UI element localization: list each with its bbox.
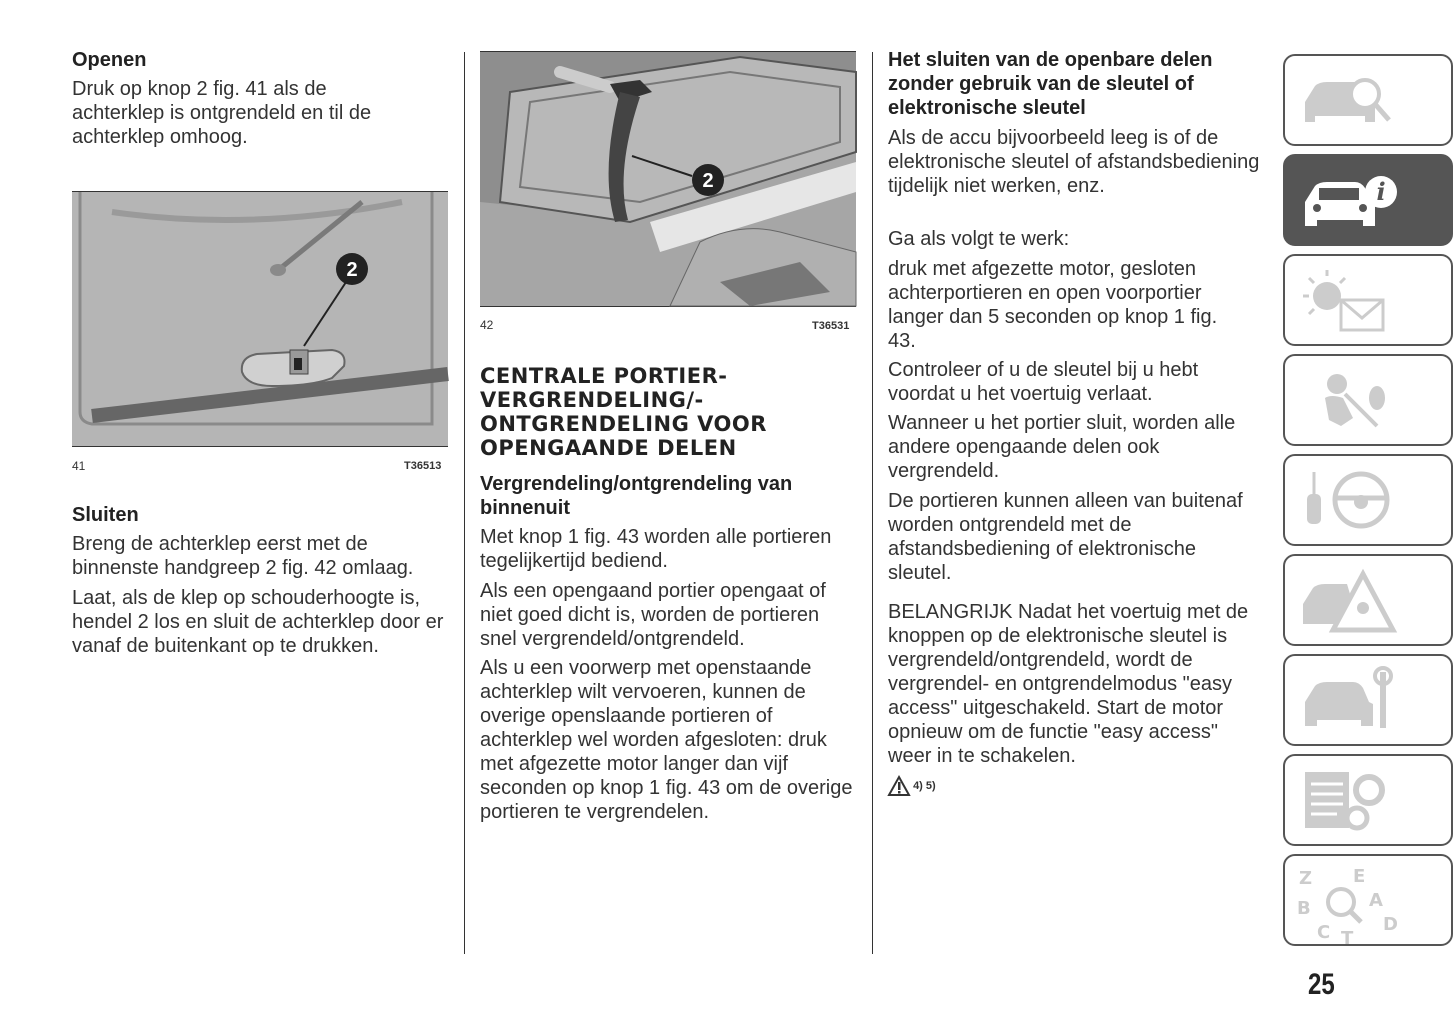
index-letter: Z [1299, 868, 1313, 889]
index-letter: B [1297, 898, 1311, 919]
warning-references [888, 776, 936, 796]
alphabetical-index-icon [1297, 864, 1398, 949]
right-text-3: druk met afgezette motor, gesloten achterportieren en open voorportier langer dan 5 seconden op knop 1 fig. 43. [888, 258, 1218, 352]
lights-message-icon [1297, 264, 1397, 336]
page-number: 25 [1308, 968, 1335, 1001]
airbag-seat-icon [1297, 364, 1397, 436]
middle-text-1: Met knop 1 fig. 43 worden alle portieren tegelijkertijd bediend. [480, 526, 832, 572]
fig41-number: 41 [72, 459, 86, 473]
car-wrench-icon [1297, 664, 1397, 736]
warning-refs-text: 4) 5) [913, 780, 936, 792]
tailgate-handle-illustration [72, 192, 448, 446]
fig41-code: T36513 [404, 460, 442, 472]
tailgate-interior-strap-illustration [480, 52, 856, 306]
svg-text:i: i [1376, 177, 1386, 206]
fig42-number: 42 [480, 318, 494, 332]
open-text: Druk op knop 2 fig. 41 als de achterklep is ontgrendeld en til de achterklep omhoog. [72, 78, 372, 148]
right-text-4: Controleer of u de sleutel bij u hebt voordat u het voertuig verlaat. [888, 359, 1199, 405]
index-letter: C [1317, 922, 1331, 943]
figure-42-image [480, 51, 856, 307]
right-text-1: Als de accu bijvoorbeeld leeg is of de elektronische sleutel of afstandsbediening tijdelijk niet werken, enz. [888, 127, 1260, 197]
right-text-2: Ga als volgt te werk: [888, 228, 1070, 250]
heading-open: Openen [72, 49, 147, 71]
warning-triangle-icon [888, 776, 910, 796]
index-letter: T [1341, 928, 1354, 949]
right-text-5: Wanneer u het portier sluit, worden alle andere opengaande delen ook vergrendeld. [888, 412, 1236, 482]
tab-maintenance[interactable] [1283, 654, 1453, 746]
close-text-2: Laat, als de klep op schouderhoogte is, hendel 2 los en sluit de achterklep door er vanaf de buitenkant op te drukken. [72, 587, 444, 657]
tab-dashboard[interactable] [1283, 54, 1453, 146]
right-heading: Het sluiten van de openbare delen zonder gebruik van de sleutel of elektronische sleutel [888, 49, 1213, 119]
tab-getting-to-know[interactable] [1283, 154, 1453, 246]
fig42-code: T36531 [812, 320, 850, 332]
right-text-6: De portieren kunnen alleen van buitenaf worden ontgrendeld met de afstandsbediening of elektronische sleutel. [888, 490, 1243, 584]
important-note: BELANGRIJK Nadat het voertuig met de knoppen op de elektronische sleutel is vergrendeld/ontgrendeld, wordt de vergrendel- en ontgrendelmodus "easy access" uitgeschakeld. Start de motor opnieuw om de functie "easy access" weer in te schakelen. [888, 601, 1249, 767]
index-letter: D [1383, 914, 1398, 935]
tab-technical-data[interactable] [1283, 754, 1453, 846]
callout-label: 2 [346, 259, 358, 281]
index-letter: E [1353, 866, 1366, 887]
column-divider-left [464, 52, 465, 954]
middle-text-2: Als een opengaand portier opengaat of niet goed dicht is, worden de portieren snel vergrendeld/ontgrendeld. [480, 580, 826, 650]
close-text-1: Breng de achterklep eerst met de binnenste handgreep 2 fig. 42 omlaag. [72, 533, 414, 579]
section-heading: CENTRALE PORTIER-VERGRENDELING/-ONTGRENDELING VOOR OPENGAANDE DELEN [480, 364, 767, 460]
callout-2-fig42 [690, 162, 726, 198]
heading-close: Sluiten [72, 504, 139, 526]
tab-index[interactable] [1283, 854, 1453, 949]
car-warning-triangle-icon [1297, 564, 1397, 636]
tab-starting-driving[interactable] [1283, 454, 1453, 546]
middle-text-3: Als u een voorwerp met openstaande achterklep wilt vervoeren, kunnen de overige openslaande portieren of achterklep wel worden afgesloten: druk met afgezette motor langer dan vijf seconden op knop 1 fig. 43 om de overige portieren te vergrendelen. [480, 657, 853, 823]
callout-2-fig41 [334, 251, 370, 287]
tab-safety[interactable] [1283, 354, 1453, 446]
column-divider-right [872, 52, 873, 954]
key-steering-wheel-icon [1297, 464, 1397, 536]
car-search-icon [1297, 64, 1397, 136]
specs-gear-icon [1297, 764, 1397, 836]
tab-lights-messages[interactable] [1283, 254, 1453, 346]
tab-emergency[interactable] [1283, 554, 1453, 646]
callout-label: 2 [702, 170, 714, 192]
index-letter: A [1369, 890, 1383, 911]
figure-41-image [72, 191, 448, 447]
car-info-icon [1297, 164, 1397, 236]
sub-heading: Vergrendeling/ontgrendeling van binnenuit [480, 473, 793, 519]
